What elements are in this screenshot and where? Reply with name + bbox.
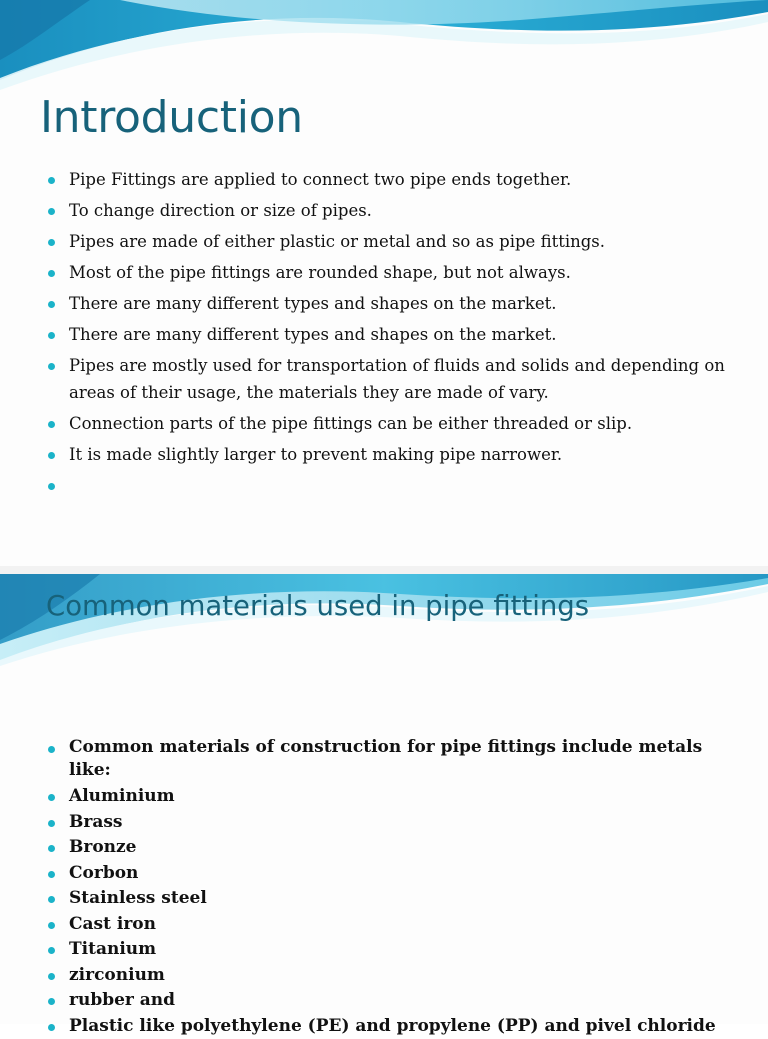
- bullet-icon: [48, 177, 55, 184]
- list-item: Pipes are made of either plastic or metal and so as pipe fittings.: [42, 228, 752, 255]
- list-item: Most of the pipe fittings are rounded shape, but not always.: [42, 259, 752, 286]
- list-item: Pipes are mostly used for transportation of fluids and solids and depending on areas of their usage, the materials they are made of vary.: [42, 352, 752, 406]
- bullet-icon: [48, 239, 55, 246]
- wave-header-decoration: [0, 0, 768, 90]
- list-item: Stainless steel: [42, 886, 742, 912]
- bullet-icon: [48, 421, 55, 428]
- list-item: Bronze: [42, 835, 742, 861]
- list-item: Corbon: [42, 861, 742, 887]
- bullet-icon: [48, 746, 55, 753]
- bullet-icon: [48, 947, 55, 954]
- bullet-icon: [48, 208, 55, 215]
- bullet-icon: [48, 922, 55, 929]
- list-item: zirconium: [42, 963, 742, 989]
- bullet-icon: [48, 452, 55, 459]
- list-item: Plastic like polyethylene (PE) and propylene (PP) and pivel chloride: [42, 1014, 742, 1039]
- bullet-icon: [48, 1024, 55, 1031]
- materials-bullet-list: [42, 736, 742, 1039]
- list-item: Pipe Fittings are applied to connect two pipe ends together.: [42, 166, 752, 193]
- bullet-icon: [48, 896, 55, 903]
- list-item: Brass: [42, 810, 742, 836]
- bullet-icon: [48, 483, 55, 490]
- list-item: rubber and: [42, 988, 742, 1014]
- slide-title: Introduction: [40, 92, 303, 143]
- bullet-icon: [48, 270, 55, 277]
- bullet-icon: [48, 820, 55, 827]
- list-item: There are many different types and shapes on the market.: [42, 321, 752, 348]
- bullet-list: [42, 166, 752, 503]
- bullet-icon: [48, 998, 55, 1005]
- bullet-icon: [48, 973, 55, 980]
- list-item: Aluminium: [42, 784, 742, 810]
- bullet-icon: [48, 794, 55, 801]
- list-item: [42, 472, 752, 499]
- bullet-icon: [48, 301, 55, 308]
- bullet-icon: [48, 332, 55, 339]
- slide-title: Common materials used in pipe fittings: [46, 590, 589, 622]
- list-item: Cast iron: [42, 912, 742, 938]
- list-item: Common materials of construction for pipe fittings include metals like:: [42, 736, 742, 782]
- bullet-icon: [48, 363, 55, 370]
- slide-separator: [0, 566, 768, 574]
- list-item: There are many different types and shapes on the market.: [42, 290, 752, 317]
- list-item: It is made slightly larger to prevent making pipe narrower.: [42, 441, 752, 468]
- list-item: Titanium: [42, 937, 742, 963]
- bullet-icon: [48, 845, 55, 852]
- list-item: Connection parts of the pipe fittings can be either threaded or slip.: [42, 410, 752, 437]
- list-item: To change direction or size of pipes.: [42, 197, 752, 224]
- bullet-icon: [48, 871, 55, 878]
